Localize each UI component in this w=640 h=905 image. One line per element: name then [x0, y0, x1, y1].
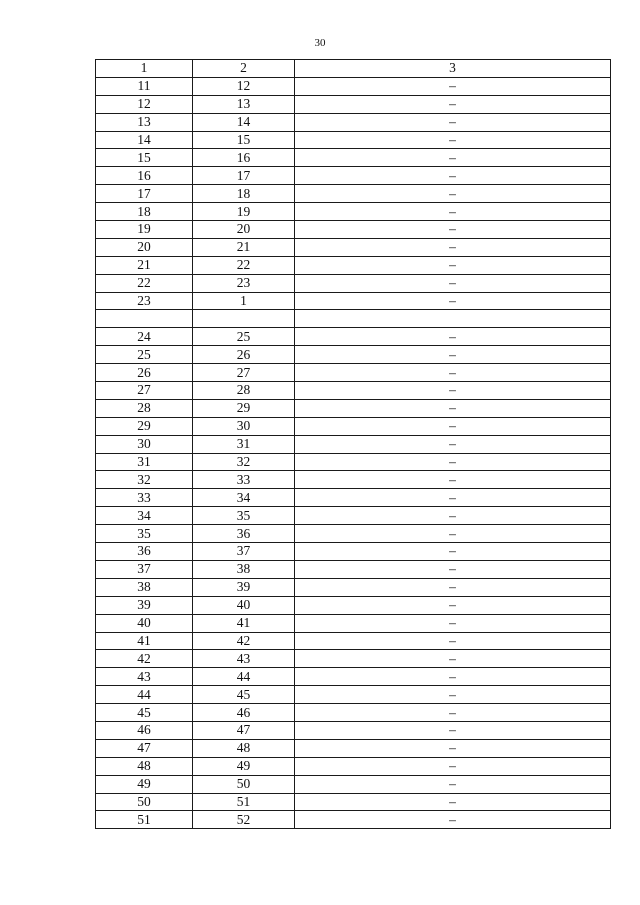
table-cell: 17 [96, 185, 193, 203]
column-header: 3 [295, 60, 611, 78]
table-cell [295, 310, 611, 328]
table-row [96, 77, 611, 95]
table-cell: – [295, 435, 611, 453]
table-row [96, 113, 611, 131]
table-cell: – [295, 417, 611, 435]
table-cell: – [295, 364, 611, 382]
table-row [96, 185, 611, 203]
table-cell: 46 [96, 721, 193, 739]
table-cell: – [295, 543, 611, 561]
table-cell: 50 [96, 793, 193, 811]
table-cell: – [295, 668, 611, 686]
table-cell: 49 [193, 757, 295, 775]
table-cell: 15 [96, 149, 193, 167]
table-row [96, 435, 611, 453]
table-row [96, 757, 611, 775]
table-cell: 48 [193, 739, 295, 757]
table-cell: 32 [193, 453, 295, 471]
table-cell: 26 [96, 364, 193, 382]
table-cell: 21 [96, 256, 193, 274]
table-body [96, 77, 611, 828]
table-cell: – [295, 382, 611, 400]
table-row [96, 256, 611, 274]
table-cell: – [295, 131, 611, 149]
table-cell: – [295, 560, 611, 578]
table-cell: 22 [96, 274, 193, 292]
table-cell: 47 [96, 739, 193, 757]
table-cell: – [295, 113, 611, 131]
table-cell: – [295, 614, 611, 632]
table-row [96, 346, 611, 364]
table-cell: 26 [193, 346, 295, 364]
table-cell: 25 [193, 328, 295, 346]
table-row [96, 221, 611, 239]
table-cell: 30 [193, 417, 295, 435]
table-cell [96, 310, 193, 328]
table-cell: 36 [96, 543, 193, 561]
table-cell: 1 [193, 292, 295, 310]
table-cell: 27 [96, 382, 193, 400]
table-cell: 24 [96, 328, 193, 346]
table-cell [193, 310, 295, 328]
column-header: 1 [96, 60, 193, 78]
table-cell: 19 [193, 203, 295, 221]
table-row [96, 382, 611, 400]
table-cell: – [295, 167, 611, 185]
table-cell: – [295, 95, 611, 113]
table-cell: – [295, 775, 611, 793]
table-cell: 49 [96, 775, 193, 793]
table-row [96, 721, 611, 739]
table-cell: 35 [193, 507, 295, 525]
table-row [96, 489, 611, 507]
table-row [96, 775, 611, 793]
table-cell: 52 [193, 811, 295, 829]
page-number: 30 [314, 37, 326, 49]
table-row [96, 578, 611, 596]
table-row [96, 238, 611, 256]
table-row [96, 668, 611, 686]
table-row [96, 543, 611, 561]
table-cell: 25 [96, 346, 193, 364]
table-row [96, 739, 611, 757]
table-row [96, 131, 611, 149]
table-cell: – [295, 757, 611, 775]
table-cell: – [295, 632, 611, 650]
table-cell: – [295, 256, 611, 274]
table-cell: – [295, 489, 611, 507]
table-cell: 38 [96, 578, 193, 596]
table-cell: 22 [193, 256, 295, 274]
table-cell: – [295, 77, 611, 95]
table-row [96, 471, 611, 489]
table-row [96, 686, 611, 704]
table-row [96, 525, 611, 543]
table-cell: – [295, 704, 611, 722]
table-row [96, 614, 611, 632]
table-cell: 42 [193, 632, 295, 650]
table-cell: 47 [193, 721, 295, 739]
table-cell: – [295, 507, 611, 525]
table-cell: 20 [96, 238, 193, 256]
table-cell: 40 [96, 614, 193, 632]
table-row [96, 292, 611, 310]
table-cell: 23 [96, 292, 193, 310]
table-cell: 28 [193, 382, 295, 400]
table-cell: 31 [193, 435, 295, 453]
table-cell: 16 [96, 167, 193, 185]
table-cell: 33 [193, 471, 295, 489]
table-cell: 36 [193, 525, 295, 543]
table-cell: – [295, 793, 611, 811]
table-cell: 14 [193, 113, 295, 131]
table-cell: 39 [96, 596, 193, 614]
table-cell: 12 [96, 95, 193, 113]
table-cell: – [295, 328, 611, 346]
table-cell: 13 [193, 95, 295, 113]
table-cell: – [295, 221, 611, 239]
table-cell: – [295, 650, 611, 668]
table-row [96, 203, 611, 221]
table-cell: 41 [193, 614, 295, 632]
table-cell: 23 [193, 274, 295, 292]
table-cell: 38 [193, 560, 295, 578]
table-row [96, 507, 611, 525]
table-cell: – [295, 399, 611, 417]
table-cell: – [295, 274, 611, 292]
table-cell: 41 [96, 632, 193, 650]
table-cell: – [295, 471, 611, 489]
table-cell: 15 [193, 131, 295, 149]
table-row [96, 811, 611, 829]
table-cell: 27 [193, 364, 295, 382]
table-cell: 13 [96, 113, 193, 131]
table-cell: 37 [193, 543, 295, 561]
table-cell: 46 [193, 704, 295, 722]
table-row [96, 95, 611, 113]
table-cell: – [295, 238, 611, 256]
table-cell: 18 [96, 203, 193, 221]
table-cell: 32 [96, 471, 193, 489]
table-row [96, 453, 611, 471]
table-cell: 44 [193, 668, 295, 686]
table-row [96, 399, 611, 417]
table-row [96, 793, 611, 811]
table-row [96, 704, 611, 722]
table-cell: 51 [193, 793, 295, 811]
table-cell: – [295, 596, 611, 614]
table-cell: – [295, 578, 611, 596]
table-row [96, 632, 611, 650]
table-cell: 18 [193, 185, 295, 203]
table-cell: 39 [193, 578, 295, 596]
table-cell: – [295, 292, 611, 310]
table-cell: 35 [96, 525, 193, 543]
table-cell: 43 [96, 668, 193, 686]
table-cell: 28 [96, 399, 193, 417]
table-cell: – [295, 149, 611, 167]
table-cell: 34 [193, 489, 295, 507]
table-cell: – [295, 453, 611, 471]
table-cell: 21 [193, 238, 295, 256]
table-cell: 29 [96, 417, 193, 435]
table-cell: 45 [96, 704, 193, 722]
column-header: 2 [193, 60, 295, 78]
table-row [96, 364, 611, 382]
table-cell: 44 [96, 686, 193, 704]
table-cell: 43 [193, 650, 295, 668]
table-cell: 42 [96, 650, 193, 668]
table-cell: 37 [96, 560, 193, 578]
table-row [96, 596, 611, 614]
table-cell: 31 [96, 453, 193, 471]
table-row [96, 328, 611, 346]
table-row [96, 274, 611, 292]
table-row [96, 417, 611, 435]
table-cell: – [295, 203, 611, 221]
table-cell: – [295, 686, 611, 704]
table-cell: – [295, 811, 611, 829]
table-cell: 51 [96, 811, 193, 829]
table-row [96, 149, 611, 167]
table-row [96, 650, 611, 668]
table-cell: 11 [96, 77, 193, 95]
table-cell: 30 [96, 435, 193, 453]
table-cell: – [295, 525, 611, 543]
table-cell: 45 [193, 686, 295, 704]
table-cell: – [295, 739, 611, 757]
table-header-row [96, 60, 611, 78]
table-row [96, 167, 611, 185]
table-row [96, 310, 611, 328]
table-cell: – [295, 721, 611, 739]
table-cell: 29 [193, 399, 295, 417]
table-cell: 50 [193, 775, 295, 793]
table-cell: 16 [193, 149, 295, 167]
table-cell: 19 [96, 221, 193, 239]
table-cell: 33 [96, 489, 193, 507]
table-cell: – [295, 185, 611, 203]
table-cell: 14 [96, 131, 193, 149]
table-cell: 17 [193, 167, 295, 185]
table-row [96, 560, 611, 578]
table-cell: 12 [193, 77, 295, 95]
table-cell: 20 [193, 221, 295, 239]
data-table [95, 59, 611, 829]
table-cell: 48 [96, 757, 193, 775]
table-cell: 34 [96, 507, 193, 525]
table-cell: 40 [193, 596, 295, 614]
table-cell: – [295, 346, 611, 364]
